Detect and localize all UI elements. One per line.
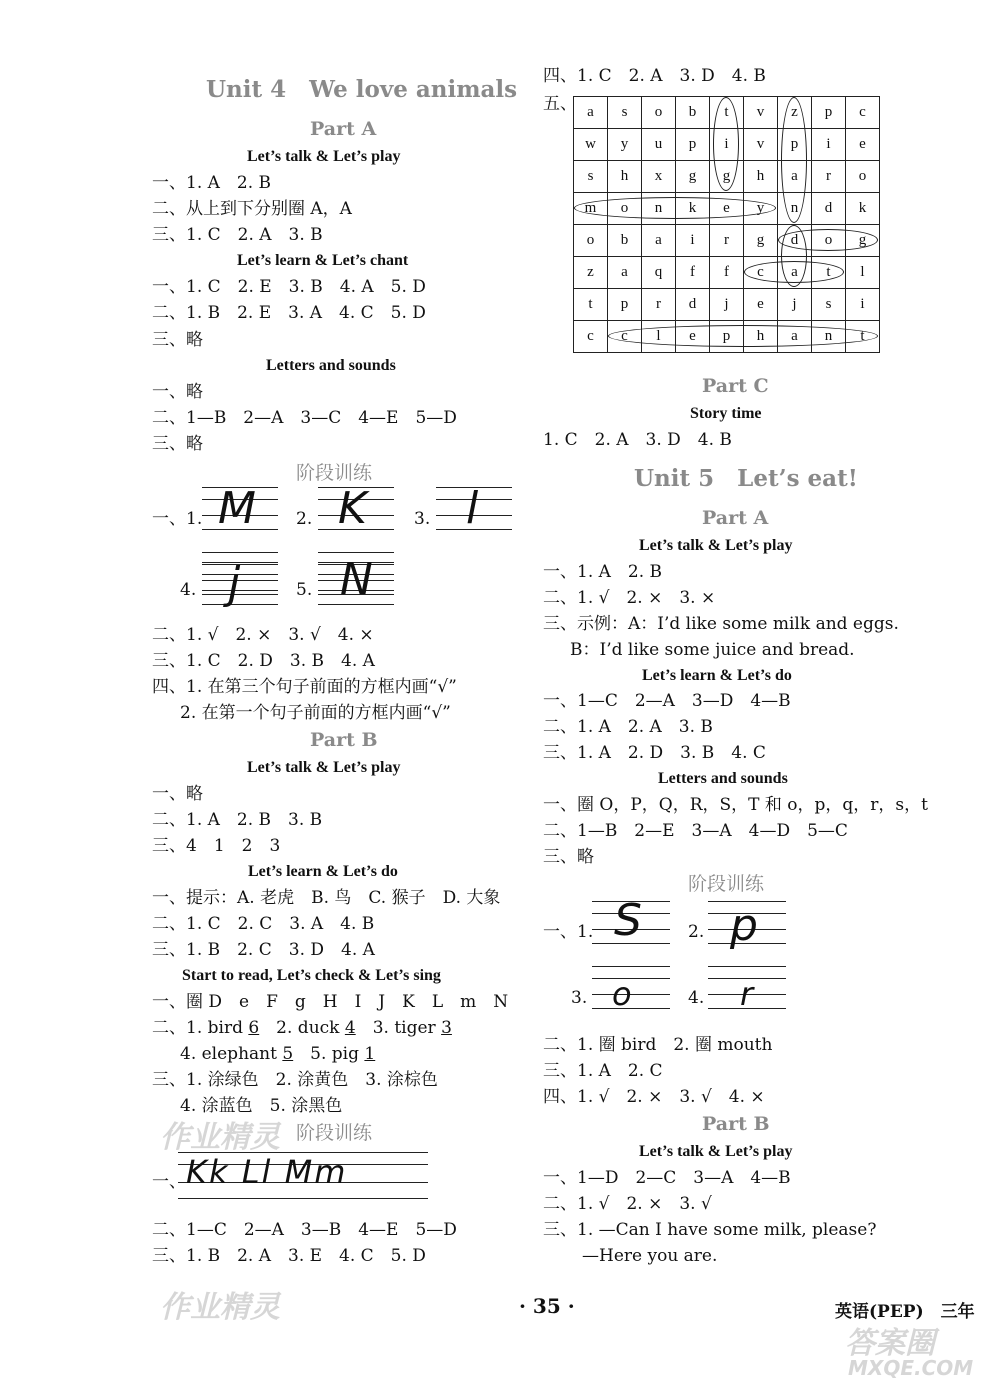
handwritten-letter: p bbox=[730, 900, 758, 951]
answer-line: 二、1—B 2—E 3—A 4—D 5—C bbox=[543, 821, 848, 841]
grid-cell: g bbox=[710, 161, 744, 193]
handwritten-letter: M bbox=[218, 483, 256, 534]
hw-number: 4. bbox=[688, 988, 705, 1008]
grid-cell: k bbox=[846, 193, 880, 225]
answer-line: 一、圈 D e F g H I J K L m N bbox=[152, 992, 509, 1012]
section-learn-do: Let’s learn & Let’s do bbox=[248, 863, 398, 880]
part-a-heading: Part A bbox=[310, 118, 377, 140]
answer-line: 三、1. 涂绿色 2. 涂黄色 3. 涂棕色 bbox=[152, 1070, 438, 1090]
grid-cell: r bbox=[812, 161, 846, 193]
grid-cell: c bbox=[846, 97, 880, 129]
answer-line: 二、1. bird 6 2. duck 4 3. tiger 3 bbox=[152, 1018, 452, 1038]
answer-line: 三、1. A 2. D 3. B 4. C bbox=[543, 743, 766, 763]
answer-line: 三、略 bbox=[543, 847, 594, 867]
answer-line: 一、1—C 2—A 3—D 4—B bbox=[543, 691, 791, 711]
handwritten-letter: o bbox=[612, 975, 632, 1013]
grid-cell: i bbox=[812, 129, 846, 161]
grid-cell: t bbox=[574, 289, 608, 321]
section-story-time: Story time bbox=[690, 405, 762, 422]
grid-cell: t bbox=[710, 97, 744, 129]
answer-line: 五、 bbox=[543, 94, 577, 114]
handwritten-letter: S bbox=[614, 895, 642, 946]
grid-cell: e bbox=[676, 321, 710, 353]
grid-cell: c bbox=[608, 321, 642, 353]
grid-cell: i bbox=[676, 225, 710, 257]
section-letters-sounds: Letters and sounds bbox=[266, 357, 396, 374]
answer-line: 二、从上到下分别圈 A，A bbox=[152, 199, 352, 219]
answer-line: 二、1. B 2. E 3. A 4. C 5. D bbox=[152, 303, 426, 323]
unit4-title: Unit 4 We love animals bbox=[206, 76, 518, 103]
watermark-url: MXQE.COM bbox=[848, 1356, 974, 1380]
answer-line: 三、1. C 2. A 3. B bbox=[152, 225, 323, 245]
answer-line: 三、1. B 2. A 3. E 4. C 5. D bbox=[152, 1246, 426, 1266]
stage-training-heading: 阶段训练 bbox=[296, 1122, 373, 1144]
answer-line: 一、略 bbox=[152, 382, 203, 402]
part-c-heading: Part C bbox=[702, 375, 769, 397]
answer-line: 二、1. √ 2. × 3. √ bbox=[543, 1194, 712, 1214]
handwritten-letter: N bbox=[340, 554, 373, 605]
handwritten-letter: r bbox=[740, 975, 754, 1013]
grid-cell: z bbox=[574, 257, 608, 289]
answer-line: 四、1. 在第三个句子前面的方框内画“√” bbox=[152, 677, 457, 697]
part-b-heading: Part B bbox=[702, 1113, 770, 1135]
grid-cell: y bbox=[744, 193, 778, 225]
grid-cell: c bbox=[744, 257, 778, 289]
grid-cell: c bbox=[574, 321, 608, 353]
grid-cell: e bbox=[744, 289, 778, 321]
hw-number: 一、1. bbox=[152, 509, 203, 529]
answer-line: 一、1—D 2—C 3—A 4—B bbox=[543, 1168, 791, 1188]
word-circle bbox=[781, 225, 807, 287]
grid-cell: l bbox=[642, 321, 676, 353]
hw-number: 3. bbox=[414, 509, 431, 529]
section-talk-play: Let’s talk & Let’s play bbox=[639, 537, 793, 554]
grid-cell: s bbox=[608, 97, 642, 129]
grid-cell: b bbox=[608, 225, 642, 257]
answer-line: 三、1. B 2. C 3. D 4. A bbox=[152, 940, 375, 960]
answer-line: 一、1. A 2. B bbox=[543, 562, 663, 582]
answer-line: 三、1. A 2. C bbox=[543, 1061, 663, 1081]
grid-cell: w bbox=[574, 129, 608, 161]
answer-line: 一、圈 O，P，Q，R，S，T 和 o，p，q，r，s，t bbox=[543, 795, 928, 815]
grid-cell: d bbox=[812, 193, 846, 225]
hw-number: 2. bbox=[296, 509, 313, 529]
answer-line: 一、1. A 2. B bbox=[152, 173, 272, 193]
hw-number: 4. bbox=[180, 580, 197, 600]
stage-training-heading: 阶段训练 bbox=[296, 462, 373, 484]
part-a-heading: Part A bbox=[702, 507, 769, 529]
answer-line: 三、4 1 2 3 bbox=[152, 836, 281, 856]
answer-line: B：I’d like some juice and bread. bbox=[570, 640, 855, 660]
grid-cell: p bbox=[608, 289, 642, 321]
grid-cell: v bbox=[744, 97, 778, 129]
grid-cell: m bbox=[574, 193, 608, 225]
answer-line: 三、略 bbox=[152, 434, 203, 454]
handwritten-letter: j bbox=[228, 558, 241, 609]
section-letters-sounds: Letters and sounds bbox=[658, 770, 788, 787]
section-talk-play: Let’s talk & Let’s play bbox=[247, 148, 401, 165]
answer-line: —Here you are. bbox=[582, 1246, 718, 1266]
section-start-read: Start to read, Let’s check & Let’s sing bbox=[182, 967, 441, 984]
answer-line: 一、1. C 2. E 3. B 4. A 5. D bbox=[152, 277, 426, 297]
grid-cell: u bbox=[642, 129, 676, 161]
answer-line: 一、略 bbox=[152, 784, 203, 804]
grid-cell: a bbox=[608, 257, 642, 289]
grid-row bbox=[574, 289, 880, 321]
hw-number: 一、 bbox=[152, 1172, 186, 1192]
answer-line: 四、1. C 2. A 3. D 4. B bbox=[543, 66, 766, 86]
grid-cell: y bbox=[608, 129, 642, 161]
stamp-logo: 作业精灵 bbox=[160, 1290, 280, 1325]
grid-cell: n bbox=[812, 321, 846, 353]
word-circle bbox=[781, 97, 807, 223]
word-circle bbox=[608, 325, 878, 347]
grid-cell: i bbox=[846, 289, 880, 321]
answer-line: 2. 在第一个句子前面的方框内画“√” bbox=[180, 703, 451, 723]
answer-line: 二、1. A 2. B 3. B bbox=[152, 810, 323, 830]
word-circle bbox=[574, 197, 776, 219]
grid-cell: v bbox=[744, 129, 778, 161]
answer-line: 二、1. C 2. C 3. A 4. B bbox=[152, 914, 375, 934]
subject-label: 英语(PEP) 三年 bbox=[835, 1302, 975, 1322]
answer-line: 4. 涂蓝色 5. 涂黑色 bbox=[180, 1096, 343, 1116]
grid-cell: f bbox=[676, 257, 710, 289]
section-talk-play: Let’s talk & Let’s play bbox=[247, 759, 401, 776]
grid-cell: g bbox=[676, 161, 710, 193]
answer-line: 二、1. √ 2. × 3. √ 4. × bbox=[152, 625, 374, 645]
answer-line: 三、略 bbox=[152, 330, 203, 350]
grid-cell: g bbox=[744, 225, 778, 257]
grid-cell: b bbox=[676, 97, 710, 129]
grid-cell: q bbox=[642, 257, 676, 289]
grid-cell: p bbox=[676, 129, 710, 161]
grid-cell: f bbox=[710, 257, 744, 289]
grid-cell: o bbox=[846, 161, 880, 193]
grid-cell: g bbox=[846, 225, 880, 257]
stamp-logo: 作业精灵 bbox=[160, 1120, 280, 1155]
grid-cell: a bbox=[778, 257, 812, 289]
answer-line: 二、1. 圈 bird 2. 圈 mouth bbox=[543, 1035, 773, 1055]
grid-cell: a bbox=[778, 161, 812, 193]
grid-cell: r bbox=[642, 289, 676, 321]
grid-cell: e bbox=[846, 129, 880, 161]
section-talk-play: Let’s talk & Let’s play bbox=[639, 1143, 793, 1160]
grid-cell: h bbox=[744, 321, 778, 353]
grid-cell: o bbox=[574, 225, 608, 257]
answer-line: 1. C 2. A 3. D 4. B bbox=[543, 430, 732, 450]
grid-cell: a bbox=[642, 225, 676, 257]
answer-line: 二、1. √ 2. × 3. × bbox=[543, 588, 716, 608]
part-b-heading: Part B bbox=[310, 729, 378, 751]
answer-line: 二、1. A 2. A 3. B bbox=[543, 717, 713, 737]
grid-cell: p bbox=[812, 97, 846, 129]
grid-cell: h bbox=[608, 161, 642, 193]
grid-cell: a bbox=[574, 97, 608, 129]
answer-line: 三、1. C 2. D 3. B 4. A bbox=[152, 651, 375, 671]
section-learn-chant: Let’s learn & Let’s chant bbox=[237, 252, 409, 269]
answer-line: 三、1. —Can I have some milk, please? bbox=[543, 1220, 877, 1240]
word-circle bbox=[713, 97, 739, 191]
grid-cell: t bbox=[846, 321, 880, 353]
grid-cell: p bbox=[778, 129, 812, 161]
grid-cell: o bbox=[642, 97, 676, 129]
grid-cell: z bbox=[778, 97, 812, 129]
grid-cell: j bbox=[778, 289, 812, 321]
grid-cell: s bbox=[574, 161, 608, 193]
grid-cell: t bbox=[812, 257, 846, 289]
grid-cell: o bbox=[608, 193, 642, 225]
grid-cell: i bbox=[710, 129, 744, 161]
handwritten-letter: l bbox=[466, 483, 479, 534]
grid-cell: o bbox=[812, 225, 846, 257]
grid-cell: x bbox=[642, 161, 676, 193]
page-number: · 35 · bbox=[519, 1294, 575, 1318]
grid-cell: p bbox=[710, 321, 744, 353]
grid-cell: n bbox=[642, 193, 676, 225]
hw-number: 一、1. bbox=[543, 922, 594, 942]
grid-cell: k bbox=[676, 193, 710, 225]
answer-line: 4. elephant 5 5. pig 1 bbox=[180, 1044, 376, 1064]
handwritten-letter: K bbox=[338, 483, 367, 534]
grid-cell: d bbox=[676, 289, 710, 321]
handwritten-letters: Kk Ll Mm bbox=[186, 1153, 348, 1191]
grid-cell: r bbox=[710, 225, 744, 257]
answer-line: 二、1—C 2—A 3—B 4—E 5—D bbox=[152, 1220, 457, 1240]
grid-cell: j bbox=[710, 289, 744, 321]
grid-cell: l bbox=[846, 257, 880, 289]
hw-number: 5. bbox=[296, 580, 313, 600]
stage-training-heading: 阶段训练 bbox=[688, 873, 765, 895]
answer-line: 三、示例：A：I’d like some milk and eggs. bbox=[543, 614, 899, 634]
grid-cell: n bbox=[778, 193, 812, 225]
answer-line: 二、1—B 2—A 3—C 4—E 5—D bbox=[152, 408, 457, 428]
answer-line: 四、1. √ 2. × 3. √ 4. × bbox=[543, 1087, 765, 1107]
answer-line: 一、提示：A. 老虎 B. 鸟 C. 猴子 D. 大象 bbox=[152, 888, 501, 908]
grid-cell: a bbox=[778, 321, 812, 353]
watermark-logo: 答案圈 bbox=[845, 1326, 935, 1361]
section-learn-do: Let’s learn & Let’s do bbox=[642, 667, 792, 684]
hw-number: 3. bbox=[571, 988, 588, 1008]
grid-cell: e bbox=[710, 193, 744, 225]
grid-cell: h bbox=[744, 161, 778, 193]
hw-number: 2. bbox=[688, 922, 705, 942]
unit5-title: Unit 5 Let’s eat! bbox=[634, 465, 858, 492]
grid-cell: s bbox=[812, 289, 846, 321]
grid-cell: d bbox=[778, 225, 812, 257]
